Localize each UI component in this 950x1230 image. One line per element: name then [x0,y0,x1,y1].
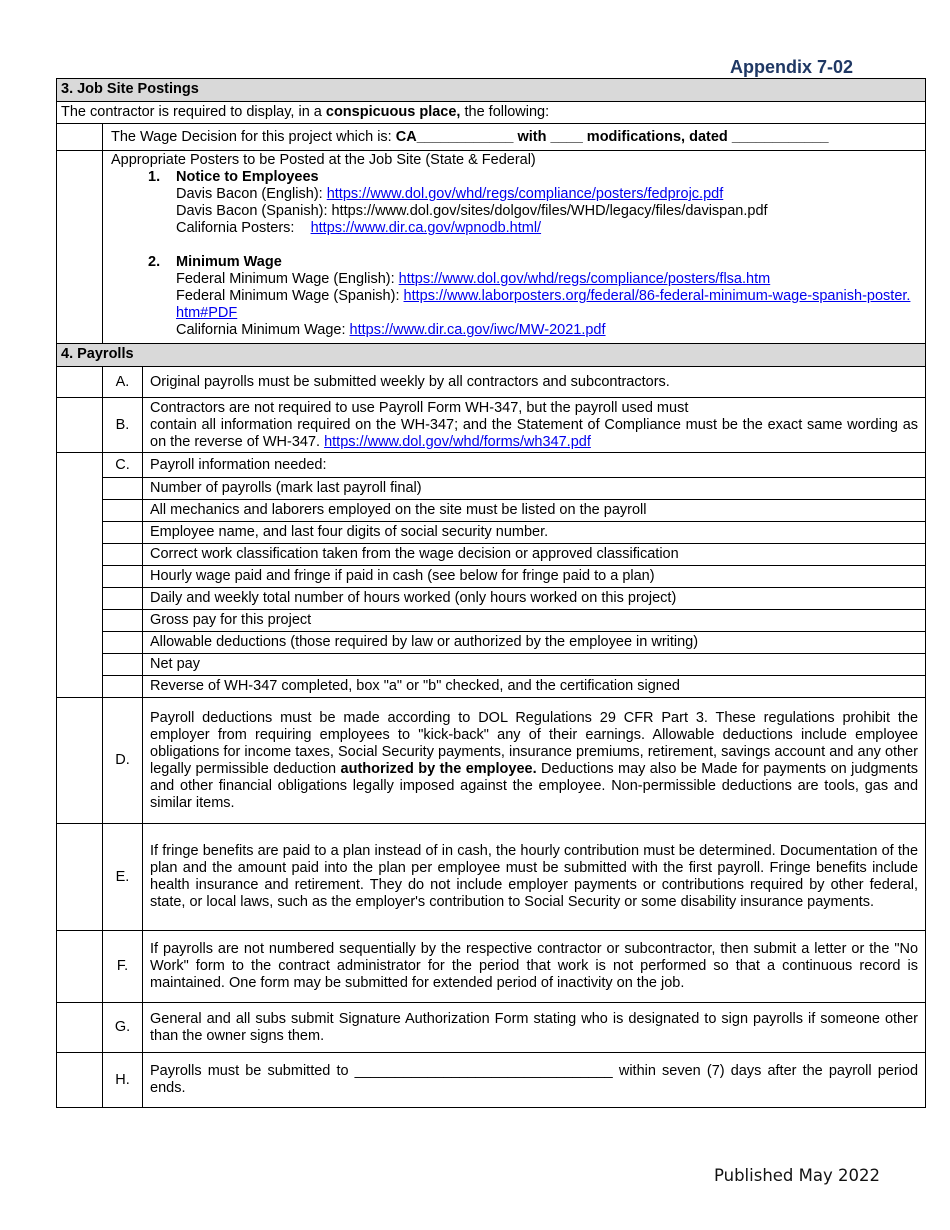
item-d-text: Payroll deductions must be made according to DOL Regulations 29 CFR Part 3. These regulations prohibit the employer from requiring employees to "kick-back" any of their earnings. Allowable deductions include employee obligations for income taxes, Social Security payments, insurance premiums, retirement, savings account and any other legally permissible deduction authorized by the employee. Deductions may also be Made for payments on judgments and other financial obligations legally imposed against the employee. Non-permissible deductions are tools, gas and similar items. [143,698,926,824]
list-item: Net pay [143,654,926,676]
item-notice-to-employees: 1. Notice to Employees [148,169,319,185]
california-minimum-wage-link[interactable]: https://www.dir.ca.gov/iwc/MW-2021.pdf [349,322,606,338]
california-posters-link[interactable]: https://www.dir.ca.gov/wpnodb.html/ [310,220,542,236]
item-letter-c: C. [103,453,143,478]
section-3-title: 3. Job Site Postings [57,79,926,102]
section-4-title: 4. Payrolls [57,344,926,367]
item-letter-b: B. [103,398,143,453]
item-letter-d: D. [103,698,143,824]
list-item: All mechanics and laborers employed on the site must be listed on the payroll [143,500,926,522]
posters-title: Appropriate Posters to be Posted at the Job Site (State & Federal) [111,152,536,168]
california-minimum-wage: California Minimum Wage: https://www.dir.ca.gov/iwc/MW-2021.pdf [176,322,606,338]
compliance-table [56,78,926,1108]
davis-bacon-english: Davis Bacon (English): https://www.dol.gov/whd/regs/compliance/posters/fedprojc.pdf [176,186,724,202]
item-letter-f: F. [103,931,143,1003]
list-item: Hourly wage paid and fringe if paid in cash (see below for fringe paid to a plan) [143,566,926,588]
published-date: Published May 2022 [713,1166,880,1185]
list-item: Gross pay for this project [143,610,926,632]
list-item: Daily and weekly total number of hours worked (only hours worked on this project) [143,588,926,610]
federal-minimum-wage-spanish-link[interactable]: https://www.laborposters.org/federal/86-federal-minimum-wage-spanish-poster.htm#PDF [176,288,911,321]
davis-bacon-spanish: Davis Bacon (Spanish): https://www.dol.gov/sites/dolgov/files/WHD/legacy/files/davispan.pdf [176,203,768,219]
item-minimum-wage: 2. Minimum Wage [148,254,282,270]
list-item: Employee name, and last four digits of social security number. [143,522,926,544]
section-3-intro: The contractor is required to display, in a conspicuous place, the following: [57,102,926,124]
federal-minimum-wage-english: Federal Minimum Wage (English): https://www.dol.gov/whd/regs/compliance/posters/flsa.htm [176,271,771,287]
list-item: Allowable deductions (those required by law or authorized by the employee in writing) [143,632,926,654]
wage-decision-line: The Wage Decision for this project which is: CA____________ with ____ modifications, dated ____________ [103,124,926,151]
item-letter-e: E. [103,824,143,931]
appendix-label: Appendix 7-02 [729,57,853,77]
item-b-text: Contractors are not required to use Payroll Form WH-347, but the payroll used must contain all information required on the WH-347; and the Statement of Compliance must be the exact same wording as on the reverse of WH-347. https://www.dol.gov/whd/forms/wh347.pdf [143,398,926,453]
wh347-link[interactable]: https://www.dol.gov/whd/forms/wh347.pdf [324,433,591,450]
posters-block [103,151,926,344]
federal-minimum-wage-spanish: Federal Minimum Wage (Spanish): https://www.laborposters.org/federal/86-federal-minimum-wage-spanish-poster.htm#PDF [176,288,911,321]
item-f-text: If payrolls are not numbered sequentially by the respective contractor or subcontractor, then submit a letter or the "No Work" form to the contract administrator for the period that work is not performed so that a continuous record is maintained. One form may be submitted for extended period of inactivity on the job. [143,931,926,1003]
item-c-text: Payroll information needed: [143,453,926,478]
california-posters: California Posters: https://www.dir.ca.gov/wpnodb.html/ [176,220,542,236]
item-letter-a: A. [103,367,143,398]
item-letter-g: G. [103,1003,143,1053]
item-a-text: Original payrolls must be submitted weekly by all contractors and subcontractors. [143,367,926,398]
davis-bacon-english-link[interactable]: https://www.dol.gov/whd/regs/compliance/posters/fedprojc.pdf [326,186,724,202]
list-item: Number of payrolls (mark last payroll final) [143,478,926,500]
list-item: Correct work classification taken from the wage decision or approved classification [143,544,926,566]
item-g-text: General and all subs submit Signature Authorization Form stating who is designated to sign payrolls if someone other than the owner signs them. [143,1003,926,1053]
item-e-text: If fringe benefits are paid to a plan instead of in cash, the hourly contribution must be determined. Documentation of the plan and the amount paid into the plan per employee must be submitted with the first payroll. Fringe benefits include health insurance and retirement. They do not include employer payments or contributions required by other federal, state, or local laws, such as the employer's contribution to Social Security or some disability insurance payments. [143,824,926,931]
item-h-text: Payrolls must be submitted to ________________________________ within seven (7) days after the payroll period ends. [143,1053,926,1108]
item-letter-h: H. [103,1053,143,1108]
federal-minimum-wage-english-link[interactable]: https://www.dol.gov/whd/regs/compliance/posters/flsa.htm [398,271,771,287]
list-item: Reverse of WH-347 completed, box "a" or "b" checked, and the certification signed [143,676,926,698]
